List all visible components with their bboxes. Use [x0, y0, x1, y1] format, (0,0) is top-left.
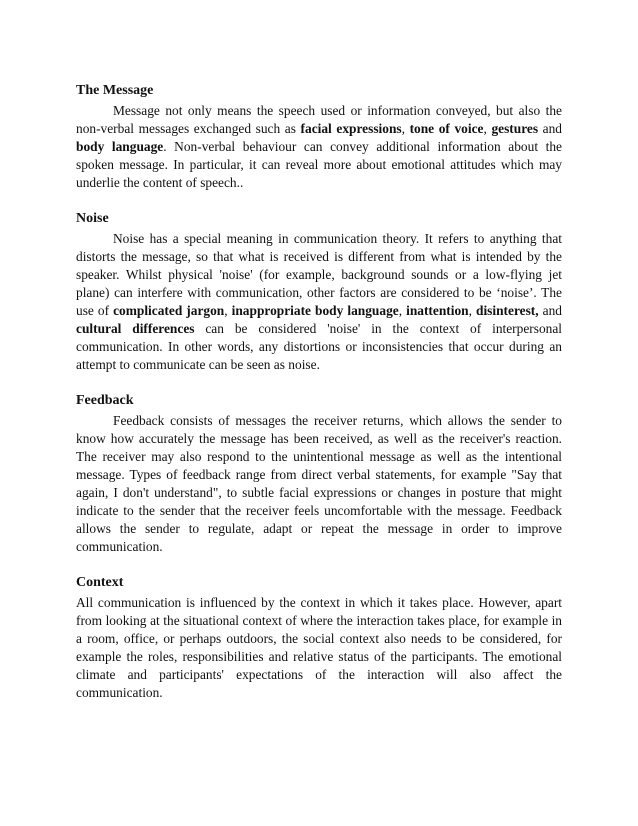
bold-term: cultural differences	[76, 321, 195, 336]
section-feedback	[76, 392, 562, 556]
section-context	[76, 574, 562, 702]
bold-term: tone of voice	[409, 121, 484, 136]
section-paragraph	[76, 230, 562, 374]
text-run: ,	[468, 303, 476, 318]
section-noise	[76, 210, 562, 374]
section-heading: Noise	[76, 211, 109, 226]
section-spacer	[76, 556, 562, 574]
text-run: ,	[224, 303, 232, 318]
text-run: can be considered 'noise' in the context of interpersonal communication. In other words, any distortions or inconsistencies that occur during an attempt to communicate can be seen as noise.	[76, 321, 562, 372]
section-spacer	[76, 374, 562, 392]
bold-term: gestures	[491, 121, 539, 136]
section-paragraph	[76, 412, 562, 556]
bold-term: inattention	[406, 303, 469, 318]
bold-term: body language	[76, 139, 164, 154]
bold-term: inappropriate body language	[231, 303, 399, 318]
text-run: Noise has a special meaning in communication theory. It refers to anything that distorts the message, so that what is received is different from what is intended by the speaker. Whilst physical 'noise' (for example, background sounds or a low-flying jet plane) can interfere with communication, other factors are considered to be ‘noise’. The use of	[76, 231, 562, 318]
text-run: and	[538, 121, 562, 136]
section-paragraph	[76, 594, 562, 702]
section-heading: Context	[76, 575, 124, 590]
bold-term: complicated jargon	[113, 303, 225, 318]
section-heading: Feedback	[76, 393, 134, 408]
text-run: Message not only means the speech used or information conveyed, but also the non-verbal messages exchanged such as	[76, 103, 562, 136]
section-heading: The Message	[76, 83, 154, 98]
text-run: ,	[401, 121, 410, 136]
bold-term: facial expressions	[300, 121, 402, 136]
text-run: and	[538, 303, 562, 318]
document-page	[76, 82, 562, 702]
text-run: ,	[398, 303, 407, 318]
section-paragraph	[76, 102, 562, 192]
bold-term: disinterest,	[476, 303, 539, 318]
section-the-message	[76, 82, 562, 192]
section-spacer	[76, 192, 562, 210]
text-run: . Non-verbal behaviour can convey additional information about the spoken message. In particular, it can reveal more about emotional attitudes which may underlie the content of speech..	[76, 139, 562, 190]
text-run: Feedback consists of messages the receiver returns, which allows the sender to know how accurately the message has been received, as well as the receiver's reaction. The receiver may also respond to the unintentional message as well as the intentional message. Types of feedback range from direct verbal statements, for example "Say that again, I don't understand", to subtle facial expressions or changes in posture that might indicate to the sender that the receiver feels uncomfortable with the message. Feedback allows the sender to regulate, adapt or repeat the message in order to improve communication.	[76, 413, 562, 554]
text-run: All communication is influenced by the context in which it takes place. However, apart from looking at the situational context of where the interaction takes place, for example in a room, office, or perhaps outdoors, the social context also needs to be considered, for example the roles, responsibilities and relative status of the participants. The emotional climate and participants' expectations of the interaction will also affect the communication.	[76, 595, 562, 700]
text-run: ,	[483, 121, 492, 136]
